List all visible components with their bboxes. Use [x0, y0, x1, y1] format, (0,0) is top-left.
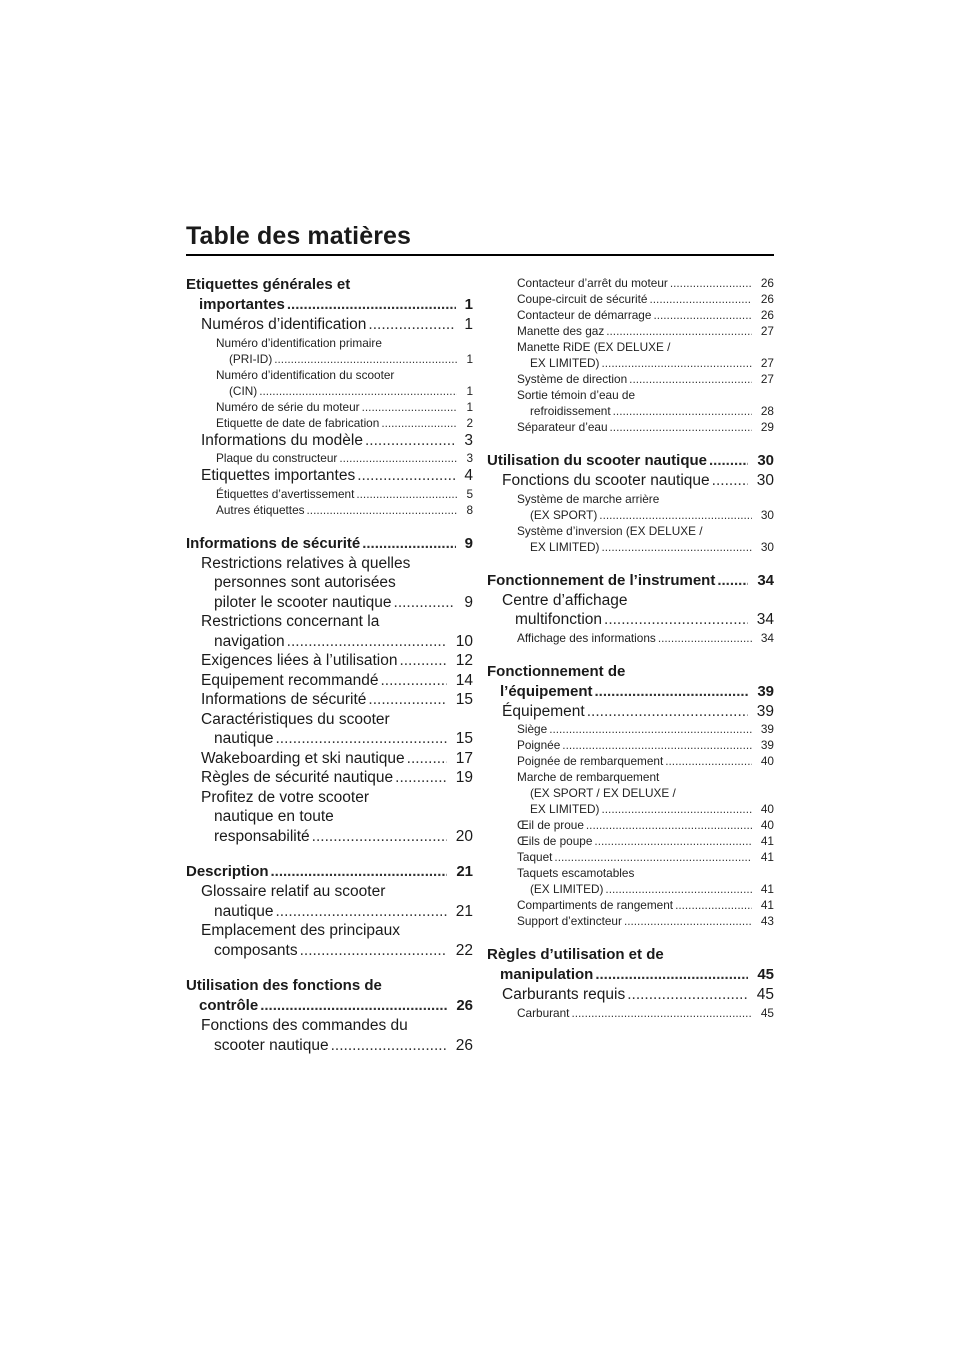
toc-section-heading[interactable] — [487, 945, 774, 985]
toc-entry-text: Numéro d’identification du scooter — [216, 367, 395, 382]
toc-entry-text: Œils de poupe — [517, 834, 593, 848]
toc-entry-text: Coupe-circuit de sécurité — [517, 292, 648, 306]
page-number: 26 — [451, 996, 473, 1016]
page-number: 27 — [756, 371, 774, 387]
toc-entry-text: (EX SPORT / EX DELUXE / — [530, 786, 676, 800]
leader-dots — [613, 403, 752, 419]
toc-subentry[interactable] — [487, 849, 774, 865]
leader-dots — [586, 817, 752, 833]
toc-entry-text: EX LIMITED) — [530, 802, 600, 816]
toc-entry-text: Compartiments de rangement — [517, 898, 674, 912]
page-number: 3 — [459, 431, 473, 451]
section-gap — [487, 555, 774, 571]
page-number: 34 — [752, 610, 774, 630]
leader-dots — [275, 902, 447, 922]
toc-entry-text: Manette des gaz — [517, 324, 605, 338]
leader-dots — [339, 450, 457, 466]
page-number: 41 — [756, 849, 774, 865]
leader-dots — [649, 291, 752, 307]
toc-subentry[interactable] — [487, 817, 774, 833]
toc-subentry[interactable] — [487, 769, 774, 817]
page-number: 9 — [460, 534, 473, 554]
page-number: 41 — [756, 897, 774, 913]
toc-entry-text: Caractéristiques du scooter — [201, 710, 390, 728]
toc-entry-text: EX LIMITED) — [530, 539, 600, 554]
toc-entry-text: refroidissement — [530, 404, 611, 418]
toc-entry-text: Emplacement des principaux — [201, 922, 401, 939]
toc-entry-text: Affichage des informations — [517, 630, 656, 645]
toc-entry-text: Carburant — [517, 1005, 570, 1020]
toc-entry-text: EX LIMITED) — [530, 356, 600, 370]
page-number: 26 — [756, 307, 774, 323]
page-number: 1 — [461, 383, 473, 399]
leader-dots — [653, 307, 752, 323]
leader-dots — [587, 702, 748, 722]
leader-dots — [605, 881, 752, 897]
toc-subentry[interactable] — [186, 335, 473, 367]
toc-entry[interactable] — [487, 702, 774, 722]
toc-entry-text: Plaque du constructeur — [216, 451, 338, 465]
toc-entry-text: Fonctions des commandes du — [201, 1017, 408, 1034]
toc-entry-text: Séparateur d’eau — [517, 420, 608, 434]
leader-dots — [394, 593, 455, 613]
toc-entry-text: Informations du modèle — [201, 431, 363, 449]
leader-dots — [658, 630, 752, 646]
toc-entry-text: Carburants requis — [502, 986, 626, 1003]
leader-dots — [357, 466, 455, 486]
toc-entry-text: Sortie témoin d’eau de — [517, 388, 636, 402]
leader-dots — [601, 539, 752, 555]
toc-entry-text: Support d’extincteur — [517, 914, 622, 928]
page-number: 39 — [756, 721, 774, 737]
page-number: 41 — [756, 833, 774, 849]
leader-dots — [381, 671, 447, 691]
toc-entry-text: Glossaire relatif au scooter — [201, 883, 386, 900]
toc-entry[interactable] — [186, 788, 473, 847]
page-number: 15 — [451, 729, 473, 749]
toc-subentry[interactable] — [487, 419, 774, 435]
toc-entry-text: Description — [186, 863, 269, 880]
leader-dots — [670, 275, 752, 291]
toc-entry-text: Numéro d’identification primaire — [216, 335, 382, 350]
leader-dots — [395, 768, 447, 788]
leader-dots — [610, 419, 752, 435]
toc-entry-text: Taquets escamotables — [517, 866, 635, 880]
toc-subentry[interactable] — [487, 523, 774, 555]
page-number: 45 — [756, 1005, 774, 1021]
toc-entry-text: Centre d’affichage — [502, 591, 628, 609]
page-number: 39 — [752, 702, 774, 722]
page-number: 34 — [756, 630, 774, 646]
toc-subentry[interactable] — [186, 415, 473, 431]
toc-entry-text: Système de direction — [517, 372, 628, 386]
page-number: 28 — [756, 403, 774, 419]
page-number: 34 — [752, 571, 774, 591]
toc-entry[interactable] — [186, 466, 473, 486]
toc-section-heading[interactable] — [186, 275, 473, 315]
page-number: 45 — [752, 965, 774, 985]
leader-dots — [368, 315, 455, 335]
page-number: 15 — [451, 690, 473, 710]
leader-dots — [365, 431, 455, 451]
leader-dots — [356, 486, 457, 502]
toc-entry[interactable] — [186, 671, 473, 691]
leader-dots — [362, 399, 457, 415]
section-gap — [186, 846, 473, 862]
toc-column-left — [186, 275, 473, 1055]
leader-dots — [274, 351, 457, 367]
title-underline — [186, 254, 774, 256]
toc-entry[interactable] — [186, 768, 473, 788]
toc-entry[interactable] — [186, 882, 473, 921]
toc-entry-text: importantes — [199, 296, 285, 313]
page-number: 2 — [461, 415, 473, 431]
leader-dots — [275, 729, 447, 749]
page-number: 45 — [752, 985, 774, 1005]
toc-entry-text: Wakeboarding et ski nautique — [201, 749, 405, 767]
toc-entry-text: Poignée de rembarquement — [517, 754, 664, 768]
toc-subentry[interactable] — [487, 897, 774, 913]
page-number: 21 — [451, 902, 473, 922]
toc-entry-text: Poignée — [517, 738, 561, 752]
toc-entry-text: Exigences liées à l’utilisation — [201, 652, 398, 669]
toc-entry[interactable] — [186, 651, 473, 671]
page-title: Table des matières — [186, 222, 412, 250]
page-number: 41 — [756, 881, 774, 897]
toc-entry-text: (PRI-ID) — [229, 351, 273, 366]
toc-entry-text: nautique — [214, 902, 274, 920]
toc-entry-text: Etiquette de date de fabrication — [216, 415, 380, 430]
leader-dots — [549, 721, 752, 737]
toc-entry-text: Marche de rembarquement — [517, 770, 660, 784]
page-number: 27 — [756, 323, 774, 339]
toc-entry-text: Restrictions relatives à quelles — [201, 554, 411, 572]
toc-entry-text: Etiquettes importantes — [201, 467, 356, 484]
toc-subentry[interactable] — [487, 371, 774, 387]
toc-entry-text: scooter nautique — [214, 1036, 329, 1054]
toc-entry-text: nautique en toute — [214, 808, 334, 825]
toc-entry-text: Profitez de votre scooter — [201, 788, 369, 806]
page-number: 26 — [451, 1036, 473, 1056]
toc-entry-text: Equipement recommandé — [201, 671, 379, 689]
page-number: 1 — [461, 351, 473, 367]
toc-subentry[interactable] — [487, 1005, 774, 1021]
toc-entry[interactable] — [186, 710, 473, 749]
page-number: 30 — [752, 451, 774, 471]
toc-entry-text: Utilisation du scooter nautique — [487, 452, 708, 469]
page-number: 29 — [756, 419, 774, 435]
leader-dots — [629, 371, 752, 387]
toc-entry-text: responsabilité — [214, 827, 310, 845]
page-number: 26 — [756, 275, 774, 291]
toc-section-heading[interactable] — [186, 976, 473, 1016]
toc-entry-text: Règles d’utilisation et de — [487, 946, 664, 963]
toc-entry-text: Manette RiDE (EX DELUXE / — [517, 340, 671, 354]
page-number: 43 — [756, 913, 774, 929]
leader-dots — [665, 753, 752, 769]
toc-entry-text: (EX SPORT) — [530, 507, 598, 522]
leader-dots — [407, 749, 447, 769]
toc-entry[interactable] — [186, 315, 473, 335]
toc-entry[interactable] — [186, 554, 473, 613]
toc-entry-text: Œil de proue — [517, 818, 584, 832]
page-number: 26 — [756, 291, 774, 307]
toc-subentry[interactable] — [487, 339, 774, 371]
leader-dots — [331, 1036, 447, 1056]
page-number: 8 — [461, 502, 473, 518]
page-number: 40 — [756, 801, 774, 817]
toc-entry-text: Taquet — [517, 850, 553, 864]
toc-entry-text: navigation — [214, 632, 285, 650]
toc-subentry[interactable] — [487, 753, 774, 769]
toc-entry[interactable] — [487, 591, 774, 630]
toc-entry[interactable] — [186, 612, 473, 651]
toc-section-heading[interactable] — [487, 662, 774, 702]
page-number: 39 — [756, 737, 774, 753]
toc-entry-text: Système de marche arrière — [517, 491, 660, 506]
toc-entry[interactable] — [487, 471, 774, 491]
leader-dots — [595, 682, 748, 702]
page-number: 39 — [752, 682, 774, 702]
page-number: 1 — [459, 315, 473, 335]
leader-dots — [259, 383, 457, 399]
page-number: 22 — [451, 941, 473, 961]
leader-dots — [604, 610, 748, 630]
toc-subentry[interactable] — [487, 275, 774, 291]
leader-dots — [362, 534, 456, 554]
toc-entry-text: Contacteur d’arrêt du moteur — [517, 276, 668, 290]
toc-section-heading[interactable] — [186, 862, 473, 882]
leader-dots — [627, 985, 748, 1005]
leader-dots — [624, 913, 752, 929]
section-gap — [487, 929, 774, 945]
leader-dots — [300, 941, 447, 961]
toc-entry[interactable] — [186, 1016, 473, 1055]
page-number: 1 — [461, 399, 473, 415]
leader-dots — [554, 849, 752, 865]
toc-entry-text: Numéros d’identification — [201, 316, 367, 333]
leader-dots — [712, 471, 748, 491]
toc-entry-text: piloter le scooter nautique — [214, 593, 392, 611]
toc-subentry[interactable] — [186, 399, 473, 415]
toc-subentry[interactable] — [487, 291, 774, 307]
toc-subentry[interactable] — [186, 502, 473, 518]
toc-entry-text: multifonction — [515, 611, 603, 628]
toc-entry[interactable] — [186, 431, 473, 451]
leader-dots — [368, 690, 447, 710]
page-number: 1 — [460, 295, 473, 315]
leader-dots — [571, 1005, 752, 1021]
leader-dots — [717, 571, 748, 591]
toc-entry-text: Système d’inversion (EX DELUXE / — [517, 523, 703, 538]
leader-dots — [606, 323, 752, 339]
toc-entry[interactable] — [487, 985, 774, 1005]
toc-entry[interactable] — [186, 690, 473, 710]
toc-entry-text: Restrictions concernant la — [201, 613, 380, 630]
toc-subentry[interactable] — [186, 450, 473, 466]
toc-entry-text: Fonctionnement de — [487, 662, 626, 680]
toc-subentry[interactable] — [487, 307, 774, 323]
leader-dots — [381, 415, 457, 431]
toc-entry-text: Fonctions du scooter nautique — [502, 472, 710, 489]
page-number: 19 — [451, 768, 473, 788]
leader-dots — [399, 651, 447, 671]
leader-dots — [675, 897, 752, 913]
page-number: 5 — [461, 486, 473, 502]
leader-dots — [562, 737, 752, 753]
leader-dots — [287, 295, 456, 315]
leader-dots — [601, 801, 752, 817]
page-number: 21 — [451, 862, 473, 882]
toc-entry-text: Équipement — [502, 702, 585, 720]
leader-dots — [312, 827, 447, 847]
toc-entry-text: personnes sont autorisées — [214, 574, 396, 591]
toc-entry-text: manipulation — [500, 966, 594, 983]
toc-subentry[interactable] — [487, 491, 774, 523]
page-number: 9 — [459, 593, 473, 613]
page-number: 30 — [752, 471, 774, 491]
toc-entry-text: Etiquettes générales et — [186, 276, 351, 293]
page-number: 20 — [451, 827, 473, 847]
leader-dots — [260, 996, 447, 1016]
section-gap — [186, 518, 473, 534]
page-number: 30 — [756, 539, 774, 555]
toc-entry-text: (CIN) — [229, 383, 258, 398]
page-number: 17 — [451, 749, 473, 769]
leader-dots — [709, 451, 748, 471]
toc-subentry[interactable] — [487, 387, 774, 419]
toc-section-heading[interactable] — [186, 534, 473, 554]
toc-entry-text: contrôle — [199, 997, 259, 1014]
toc-subentry[interactable] — [487, 630, 774, 646]
page-number: 10 — [451, 632, 473, 652]
toc-entry-text: Numéro de série du moteur — [216, 399, 360, 414]
leader-dots — [287, 632, 447, 652]
toc-subentry[interactable] — [487, 833, 774, 849]
toc-entry-text: Contacteur de démarrage — [517, 308, 652, 322]
leader-dots — [594, 833, 752, 849]
page-number: 14 — [451, 671, 473, 691]
toc-subentry[interactable] — [186, 367, 473, 399]
toc-subentry[interactable] — [487, 323, 774, 339]
toc-entry-text: l’équipement — [500, 682, 593, 700]
leader-dots — [595, 965, 748, 985]
toc-entry[interactable] — [186, 921, 473, 960]
toc-subentry[interactable] — [487, 721, 774, 737]
toc-entry-text: Informations de sécurité — [201, 691, 367, 708]
toc-column-right — [487, 275, 774, 1021]
page-number: 40 — [756, 817, 774, 833]
section-gap — [186, 960, 473, 976]
page-number: 30 — [756, 507, 774, 523]
page-number: 3 — [461, 450, 473, 466]
toc-entry-text: Siège — [517, 722, 548, 736]
toc-entry-text: Utilisation des fonctions de — [186, 977, 382, 994]
toc-entry-text: (EX LIMITED) — [530, 882, 604, 896]
toc-subentry[interactable] — [487, 737, 774, 753]
toc-section-heading[interactable] — [487, 571, 774, 591]
section-gap — [487, 435, 774, 451]
toc-subentry[interactable] — [487, 865, 774, 897]
page-number: 40 — [756, 753, 774, 769]
toc-entry-text: composants — [214, 941, 298, 959]
page-number: 27 — [756, 355, 774, 371]
toc-entry-text: Autres étiquettes — [216, 502, 305, 517]
toc-section-heading[interactable] — [487, 451, 774, 471]
leader-dots — [601, 355, 752, 371]
section-gap — [487, 646, 774, 662]
toc-subentry[interactable] — [487, 913, 774, 929]
toc-entry-text: Étiquettes d’avertissement — [216, 486, 355, 501]
toc-entry-text: Informations de sécurité — [186, 534, 361, 552]
toc-subentry[interactable] — [186, 486, 473, 502]
leader-dots — [599, 507, 752, 523]
leader-dots — [271, 862, 447, 882]
toc-entry[interactable] — [186, 749, 473, 769]
toc-entry-text: Fonctionnement de l’instrument — [487, 571, 716, 589]
toc-entry-text: Règles de sécurité nautique — [201, 769, 394, 786]
toc-entry-text: nautique — [214, 730, 274, 747]
page-number: 12 — [451, 651, 473, 671]
page-number: 4 — [459, 466, 473, 486]
leader-dots — [307, 502, 457, 518]
